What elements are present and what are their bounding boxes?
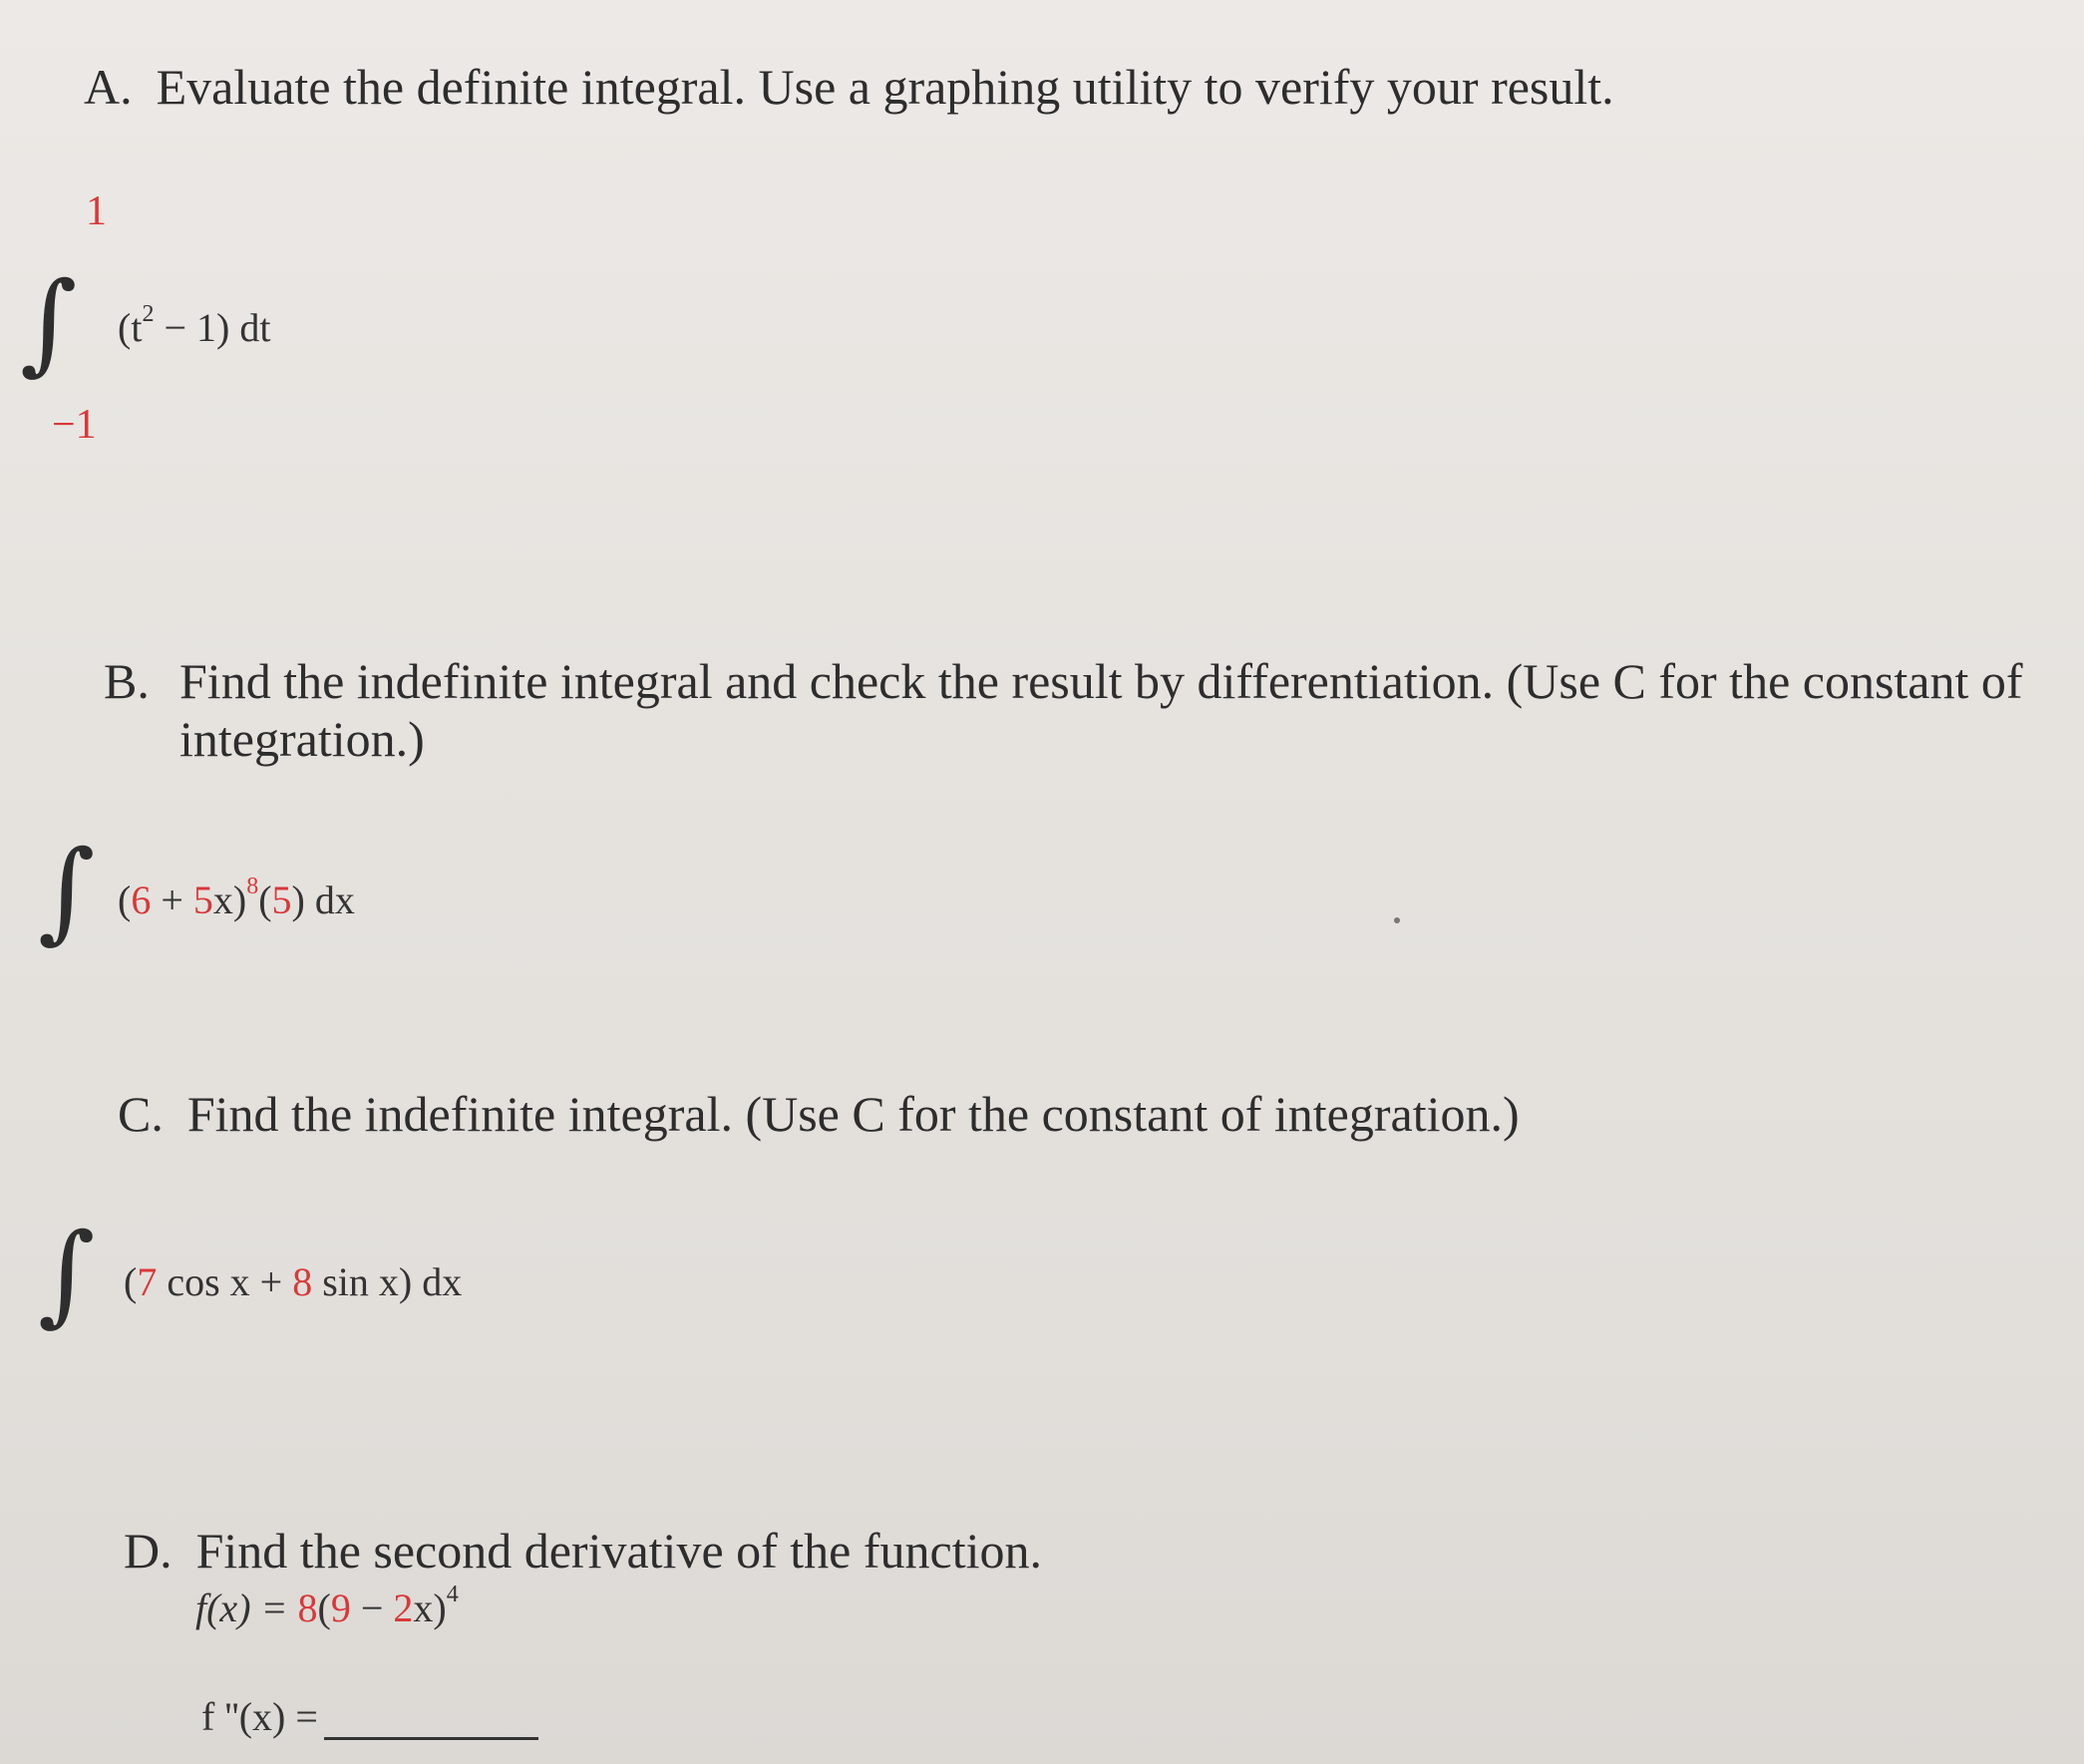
problem-c-coef-1: 7 bbox=[137, 1259, 158, 1304]
problem-c-open: ( bbox=[124, 1259, 138, 1304]
problem-c-letter: C. bbox=[118, 1086, 164, 1142]
problem-d-coef-2: 9 bbox=[330, 1586, 351, 1630]
problem-c-coef-2: 8 bbox=[292, 1259, 313, 1304]
problem-a-heading bbox=[84, 58, 1614, 116]
problem-d-coef-3: 2 bbox=[393, 1586, 414, 1630]
problem-c-heading bbox=[118, 1085, 1520, 1143]
problem-c-instruction: Find the indefinite integral. (Use C for the constant of integration.) bbox=[186, 1086, 1520, 1142]
problem-d-answer-blank[interactable] bbox=[324, 1701, 538, 1740]
problem-a-integrand-power: 2 bbox=[142, 301, 155, 327]
problem-a-letter: A. bbox=[84, 59, 133, 115]
problem-b-integrand bbox=[118, 874, 355, 923]
problem-a-integrand bbox=[118, 301, 270, 351]
stray-dot bbox=[1394, 917, 1400, 923]
problem-b-coef-1: 6 bbox=[131, 878, 152, 922]
problem-d-letter: D. bbox=[124, 1523, 173, 1579]
problem-d-instruction: Find the second derivative of the function. bbox=[195, 1523, 1042, 1579]
problem-c-integrand bbox=[124, 1258, 462, 1305]
problem-d-fx-lhs: f(x) = bbox=[195, 1586, 298, 1630]
problem-b-coef-2: 5 bbox=[192, 878, 213, 922]
problem-b-coef-3: 5 bbox=[271, 878, 292, 922]
problem-d-close: x) bbox=[413, 1586, 447, 1630]
problem-d-power: 4 bbox=[446, 1582, 459, 1607]
problem-c-cos: cos x + bbox=[157, 1259, 293, 1304]
problem-a-integrand-rest: − 1) dt bbox=[154, 305, 271, 350]
problem-c-sin: sin x) dx bbox=[312, 1259, 463, 1304]
problem-b-plus: + bbox=[151, 878, 193, 922]
problem-c-integral-sign: ∫ bbox=[38, 1210, 96, 1337]
problem-d-answer-label: f ''(x) = bbox=[201, 1694, 318, 1739]
problem-b-var: x) bbox=[212, 878, 247, 922]
problem-b-letter: B. bbox=[104, 653, 150, 709]
problem-b-end: ) dx bbox=[291, 878, 355, 922]
problem-b-open: ( bbox=[118, 878, 132, 922]
problem-a-upper-limit: 1 bbox=[86, 188, 107, 234]
problem-b-integral-sign: ∫ bbox=[38, 827, 96, 954]
problem-b-heading bbox=[104, 652, 2058, 768]
problem-d-function bbox=[195, 1582, 459, 1631]
problem-a-lower-limit: −1 bbox=[52, 402, 97, 448]
problem-d-open: ( bbox=[317, 1586, 331, 1630]
problem-b-instruction: Find the indefinite integral and check the result by differentiation. (Use C for the constant of integration.) bbox=[179, 653, 2023, 767]
problem-a-integrand-open: (t bbox=[118, 305, 143, 350]
problem-d-heading bbox=[124, 1522, 1042, 1580]
problem-b-mid: ( bbox=[258, 878, 272, 922]
problem-d-minus: − bbox=[350, 1586, 394, 1630]
problem-a-instruction: Evaluate the definite integral. Use a graphing utility to verify your result. bbox=[156, 59, 1614, 115]
problem-d-answer-row bbox=[201, 1693, 538, 1740]
problem-d-coef-1: 8 bbox=[297, 1586, 318, 1630]
problem-b-power: 8 bbox=[246, 874, 259, 899]
problem-a-integral-sign: ∫ bbox=[20, 258, 78, 386]
